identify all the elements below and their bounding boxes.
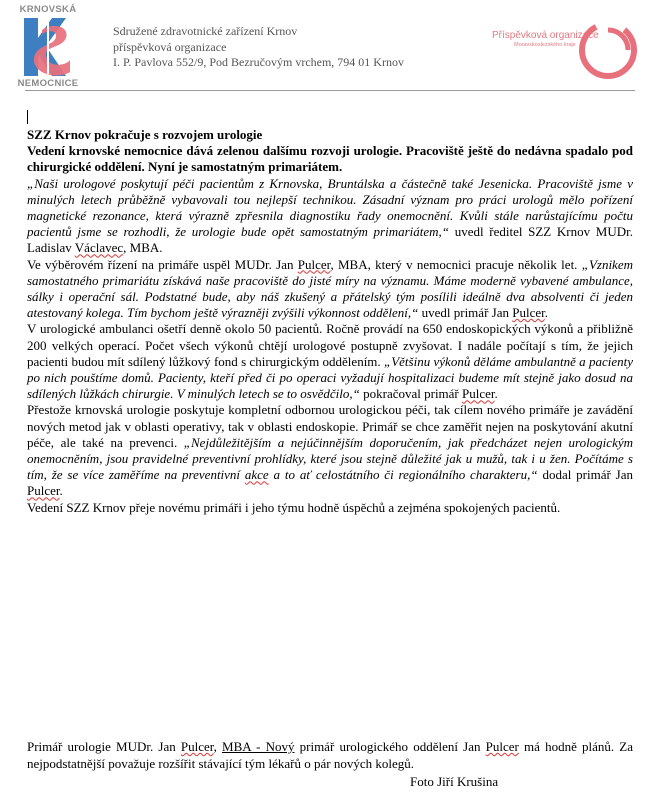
article xyxy=(27,127,633,516)
article-title: SZZ Krnov pokračuje s rozvojem urologie xyxy=(27,127,263,142)
primar-surname: Pulcer xyxy=(512,305,545,321)
photo-caption xyxy=(27,738,633,772)
logo-word-bottom: NEMOCNICE xyxy=(17,78,79,89)
org-name: Sdružené zdravotnické zařízení Krnov xyxy=(113,24,298,38)
paragraph-5: Vedení SZZ Krnov přeje novému primáři i jeho týmu hodně úspěchů a zejména spokojených pacientů. xyxy=(27,499,561,515)
text-cursor xyxy=(27,110,28,124)
paragraph-3: V urologické ambulanci ošetří denně okolo 50 pacientů. Ročně provádí na 650 endoskopických výkonů a přibližně 200 velkých operací. Počet všech výkonů chtějí urologové postupně zvyšovat. I nadále počítají s tím, že jejich pacienti budou mít sdílený lůžkový fond s chirurgickým oddělením. „Většinu výkonů děláme ambulantně a pacienty po nich pouštíme domů. Pacienty, kteří před či po operaci vyžadují hospitalizaci budeme mít stejně jako dosud na sdílených lůžkách chirurgie. V minulých letech se to osvědčilo,“ pokračoval primář Pulcer. xyxy=(27,321,633,402)
quote-primar-2: „Většinu výkonů děláme ambulantně a pacienty po nich pouštíme domů. Pacienty, kteří před či po operaci vyžadují hospitalizaci budeme mít stejně jako dosud na sdílených lůžkách chirurgie. V minulých letech se to osvědčilo,“ xyxy=(27,353,633,402)
quote-primar-3: „Nejdůležitějším a nejúčinnějším doporučením, jak předcházet nejen urologickým onemocněním, jsou pravidelné preventivní prohlídky, které jsou stejně důležité jak u mužů, tak i u žen. Počítáme s tím, že se více zaměříme na preventivní akce a to ať celostátního či regionálního charakteru,“ xyxy=(27,434,633,483)
quote-primar-1: „Vznikem samostatného primariátu získává naše pracoviště do jisté míry na významu. Máme moderně vybavené ambulance, sálky i operační sál. Podstatné bude, aby náš zkušený a přátelský tým posílili ideálně dva absolventi či jeden atestovaný kolega. Tím bychom ještě výrazněji zvýšili výkonnost oddělení,“ xyxy=(27,256,633,321)
letterhead xyxy=(0,0,661,92)
logo-word-top: KRNOVSKÁ xyxy=(19,4,77,15)
caption-mba-link: MBA - Nový xyxy=(222,739,295,754)
director-surname: Václavec xyxy=(74,240,124,256)
organization-address xyxy=(113,24,404,71)
article-lead: Vedení krnovské nemocnice dává zelenou dalšímu rozvoji urologie. Pracoviště ještě do nedávna spadalo pod chirurgické oddělení. Nyní je samostatným primariátem. xyxy=(27,143,633,175)
quote-director: „Naši urologové poskytují péči pacientům z Krnovska, Bruntálska a částečně také Jesenicka. Pracoviště jsme v minulých letech průběžně vybavovali tou nejlepší technikou. Zásadní význam pro práci urologů mělo pořízení magnetické rezonance, která výrazně zpřesnila diagnostiku řady onemocnění. Kvůli stále narůstajícímu počtu pacientů jsme se rozhodli, že urologie bude opět samostatným primariátem,“ xyxy=(27,175,633,240)
header-divider xyxy=(25,90,635,91)
krnovska-nemocnice-logo xyxy=(8,4,88,90)
region-logo-line2: Moravskoslezského kraje xyxy=(514,42,576,48)
photo-credit: Foto Jiří Krušina xyxy=(410,774,499,789)
primar-surname: Pulcer xyxy=(27,483,60,499)
org-type: příspěvková organizace xyxy=(113,39,227,54)
paragraph-1: „Naši urologové poskytují péči pacientům z Krnovska, Bruntálska a částečně také Jesenicka. Pracoviště jsme v minulých letech průběžně vybavovali tou nejlepší technikou. Zásadní význam pro práci urologů mělo pořízení magnetické rezonance, která výrazně zpřesnila diagnostiku řady onemocnění. Kvůli stále narůstajícímu počtu pacientů jsme se rozhodli, že urologie bude opět samostatným primariátem,“ uvedl ředitel SZZ Krnov MUDr. Ladislav Václavec, MBA. xyxy=(27,175,633,256)
region-logo-line1: Příspěvková organizace xyxy=(492,30,599,41)
primar-surname: Pulcer xyxy=(297,256,331,272)
paragraph-4: Přestože krnovská urologie poskytuje kompletní odbornou urologickou péči, tak cílem nového primáře je zavádění nových metod jak v oblasti operativy, tak v oblasti endoskopie. Primář se chce zaměřit nejen na poskytování akutní péče, ale také na prevenci. „Nejdůležitějším a nejúčinnějším doporučením, jak předcházet nejen urologickým onemocněním, jsou pravidelné preventivní prohlídky, které jsou stejně důležité jak u mužů, tak i u žen. Počítáme s tím, že se více zaměříme na preventivní akce a to ať celostátního či regionálního charakteru,“ dodal primář Jan Pulcer. xyxy=(27,402,633,499)
primar-surname: Pulcer xyxy=(462,386,495,402)
caption-text: Primář urologie MUDr. Jan Pulcer, MBA - Nový primář urologického oddělení Jan Pulcer má hodně plánů. Za nejpodstatnější považuje rozšířit stávající tým lékařů o pár nových kolegů. xyxy=(27,739,634,771)
paragraph-2: Ve výběrovém řízení na primáře uspěl MUDr. Jan Pulcer, MBA, který v nemocnici pracuje několik let. „Vznikem samostatného primariátu získává naše pracoviště do jisté míry na významu. Máme moderně vybavené ambulance, sálky i operační sál. Podstatné bude, aby náš zkušený a přátelský tým posílili ideálně dva absolventi či jeden atestovaný kolega. Tím bychom ještě výrazněji zvýšili výkonnost oddělení,“ uvedl primář Jan Pulcer. xyxy=(27,256,633,321)
region-logo xyxy=(492,18,642,82)
region-emblem-icon xyxy=(578,20,638,80)
org-address: I. P. Pavlova 552/9, Pod Bezručovým vrchem, 794 01 Krnov xyxy=(113,55,404,69)
ksn-monogram-icon xyxy=(22,16,74,78)
